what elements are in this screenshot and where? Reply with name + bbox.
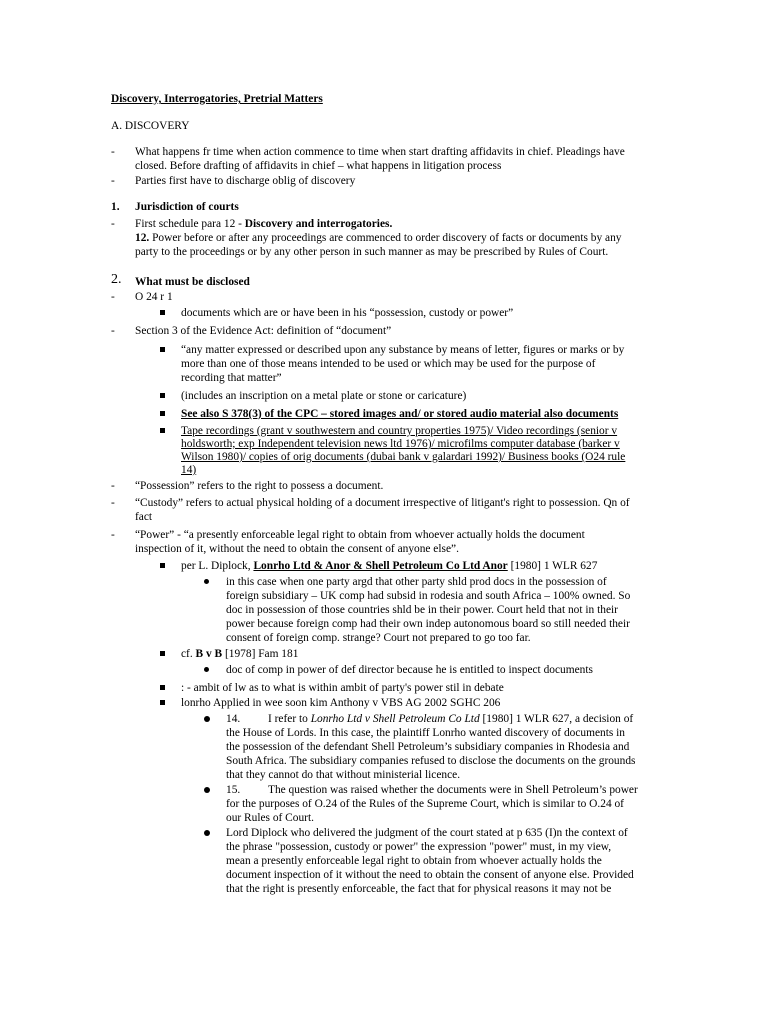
lord-diplock-text: that the right is presently enforceable, the fact that for physical reasons it may not be [226,883,612,895]
para-14-text: South Africa. The subsidiary companies refused to disclose the documents on the grounds [226,755,636,767]
lonrho-note: doc in possession of those countries shld be in their power. Court held that not in their [226,604,618,616]
doc-possession-line: documents which are or have been in his “possession, custody or power” [181,307,514,319]
dash-bullet: - [111,146,115,158]
para-15-first-line: The question was raised whether the documents were in Shell Petroleum’s power [268,784,638,796]
section-2-number: 2. [111,272,122,287]
schedule-text: 12. Power before or after any proceedings are commenced to order discovery of facts or documents by any [135,232,622,244]
para-14-number: 14. [226,713,241,725]
dash-bullet: - [111,291,115,303]
section-1-heading: Jurisdiction of courts [135,201,239,213]
schedule-line: First schedule para 12 - Discovery and interrogatories. [135,218,393,230]
custody-line: “Custody” refers to actual physical holding of a document irrespective of litigant's right to possession. Qn of [135,497,630,509]
para-14-first-line: I refer to Lonrho Ltd v Shell Petroleum Co Ltd [1980] 1 WLR 627, a decision of [268,713,634,725]
cf-case-line: cf. B v B [1978] Fam 181 [181,648,299,660]
square-bullet [160,700,165,705]
dash-bullet: - [111,529,115,541]
lonrho-note: consent of foreign comp. strange? Court not prepared to go too far. [226,632,531,644]
lonrho-note: power because foreign comp had their own indep autonomous board so still needed their [226,618,630,630]
tape-recordings-line: Tape recordings (grant v southwestern and country properties 1975)/ Video recordings (senior v [181,425,618,437]
lord-diplock-text: the phrase "possession, custody or power" the expression "power" must, in my view, [226,841,612,853]
intro-line: Parties first have to discharge oblig of discovery [135,175,356,187]
intro-line: What happens fr time when action commence to time when start drafting affidavits in chief. Pleadings have [135,146,625,158]
ambit-line: : - ambit of lw as to what is within ambit of party's power stil in debate [181,682,504,694]
round-bullet [204,830,210,836]
lord-diplock-text: document inspection of it without the need to obtain the consent of anyone else. Provided [226,869,634,881]
square-bullet [160,310,165,315]
para-15-number: 15. [226,784,241,796]
cf-note: doc of comp in power of def director because he is entitled to inspect documents [226,664,593,676]
tape-recordings-line: 14) [181,464,197,476]
round-bullet [204,667,209,672]
square-bullet [160,563,165,568]
schedule-text: party to the proceedings or by any other person in such manner as may be prescribed by Rules of Court. [135,246,609,258]
square-bullet [160,411,165,416]
lonrho-note: foreign subsidiary – UK comp had subsid in rodesia and south Africa – 100% owned. So [226,590,631,602]
square-bullet [160,428,165,433]
tape-recordings-line: holdsworth; exp Independent television news ltd 1976)/ microfilms computer database (barker v [181,438,620,450]
para-15-text: our Rules of Court. [226,812,314,824]
lonrho-note: in this case when one party argd that other party shld prod docs in the possession of [226,576,607,588]
custody-line: fact [135,511,153,523]
definition-text: more than one of those means intended to be used or which may be used for the purpose of [181,358,596,370]
definition-text: “any matter expressed or described upon any substance by means of letter, figures or marks or by [181,344,625,356]
power-line: “Power” - “a presently enforceable legal right to obtain from whoever actually holds the document [135,529,585,541]
round-bullet [204,579,209,584]
para-14-text: that they cannot do that without ministerial licence. [226,769,461,781]
possession-line: “Possession” refers to the right to possess a document. [135,480,384,492]
includes-line: (includes an inscription on a metal plate or stone or caricature) [181,390,467,402]
applied-line: lonrho Applied in wee soon kim Anthony v VBS AG 2002 SGHC 206 [181,697,501,709]
section-2-heading: What must be disclosed [135,276,250,288]
dash-bullet: - [111,497,115,509]
square-bullet [160,685,165,690]
dash-bullet: - [111,175,115,187]
round-bullet [204,787,210,793]
diplock-case-line: per L. Diplock, Lonrho Ltd & Anor & Shell Petroleum Co Ltd Anor [1980] 1 WLR 627 [181,560,598,572]
square-bullet [160,393,165,398]
order-24-rule: O 24 r 1 [135,291,173,303]
power-line: inspection of it, without the need to obtain the consent of anyone else”. [135,543,459,555]
dash-bullet: - [111,325,115,337]
dash-bullet: - [111,218,115,230]
square-bullet [160,347,165,352]
para-14-text: the possession of the defendant Shell Petroleum’s subsidiary companies in Rhodesia and [226,741,630,753]
tape-recordings-line: Wilson 1980)/ copies of orig documents (dubai bank v galardari 1992)/ Business books (O24 rule [181,451,626,463]
lord-diplock-text: Lord Diplock who delivered the judgment of the court stated at p 635 (I)n the context of [226,827,628,839]
evidence-act-line: Section 3 of the Evidence Act: definition of “document” [135,325,392,337]
definition-text: recording that matter” [181,372,282,384]
lord-diplock-text: mean a presently enforceable legal right to obtain from whoever actually holds the [226,855,602,867]
para-15-text: for the purposes of O.24 of the Rules of the Supreme Court, which is similar to O.24 of [226,798,624,810]
section-1-number: 1. [111,201,120,213]
section-a-heading: A. DISCOVERY [111,120,190,132]
para-14-text: the House of Lords. In this case, the plaintiff Lonrho wanted discovery of documents in [226,727,626,739]
see-also-line: See also S 378(3) of the CPC – stored images and/ or stored audio material also documents [181,408,619,420]
dash-bullet: - [111,480,115,492]
page-title: Discovery, Interrogatories, Pretrial Matters [111,93,323,105]
intro-line: closed. Before drafting of affidavits in chief – what happens in litigation process [135,160,502,172]
square-bullet [160,651,165,656]
round-bullet [204,716,210,722]
